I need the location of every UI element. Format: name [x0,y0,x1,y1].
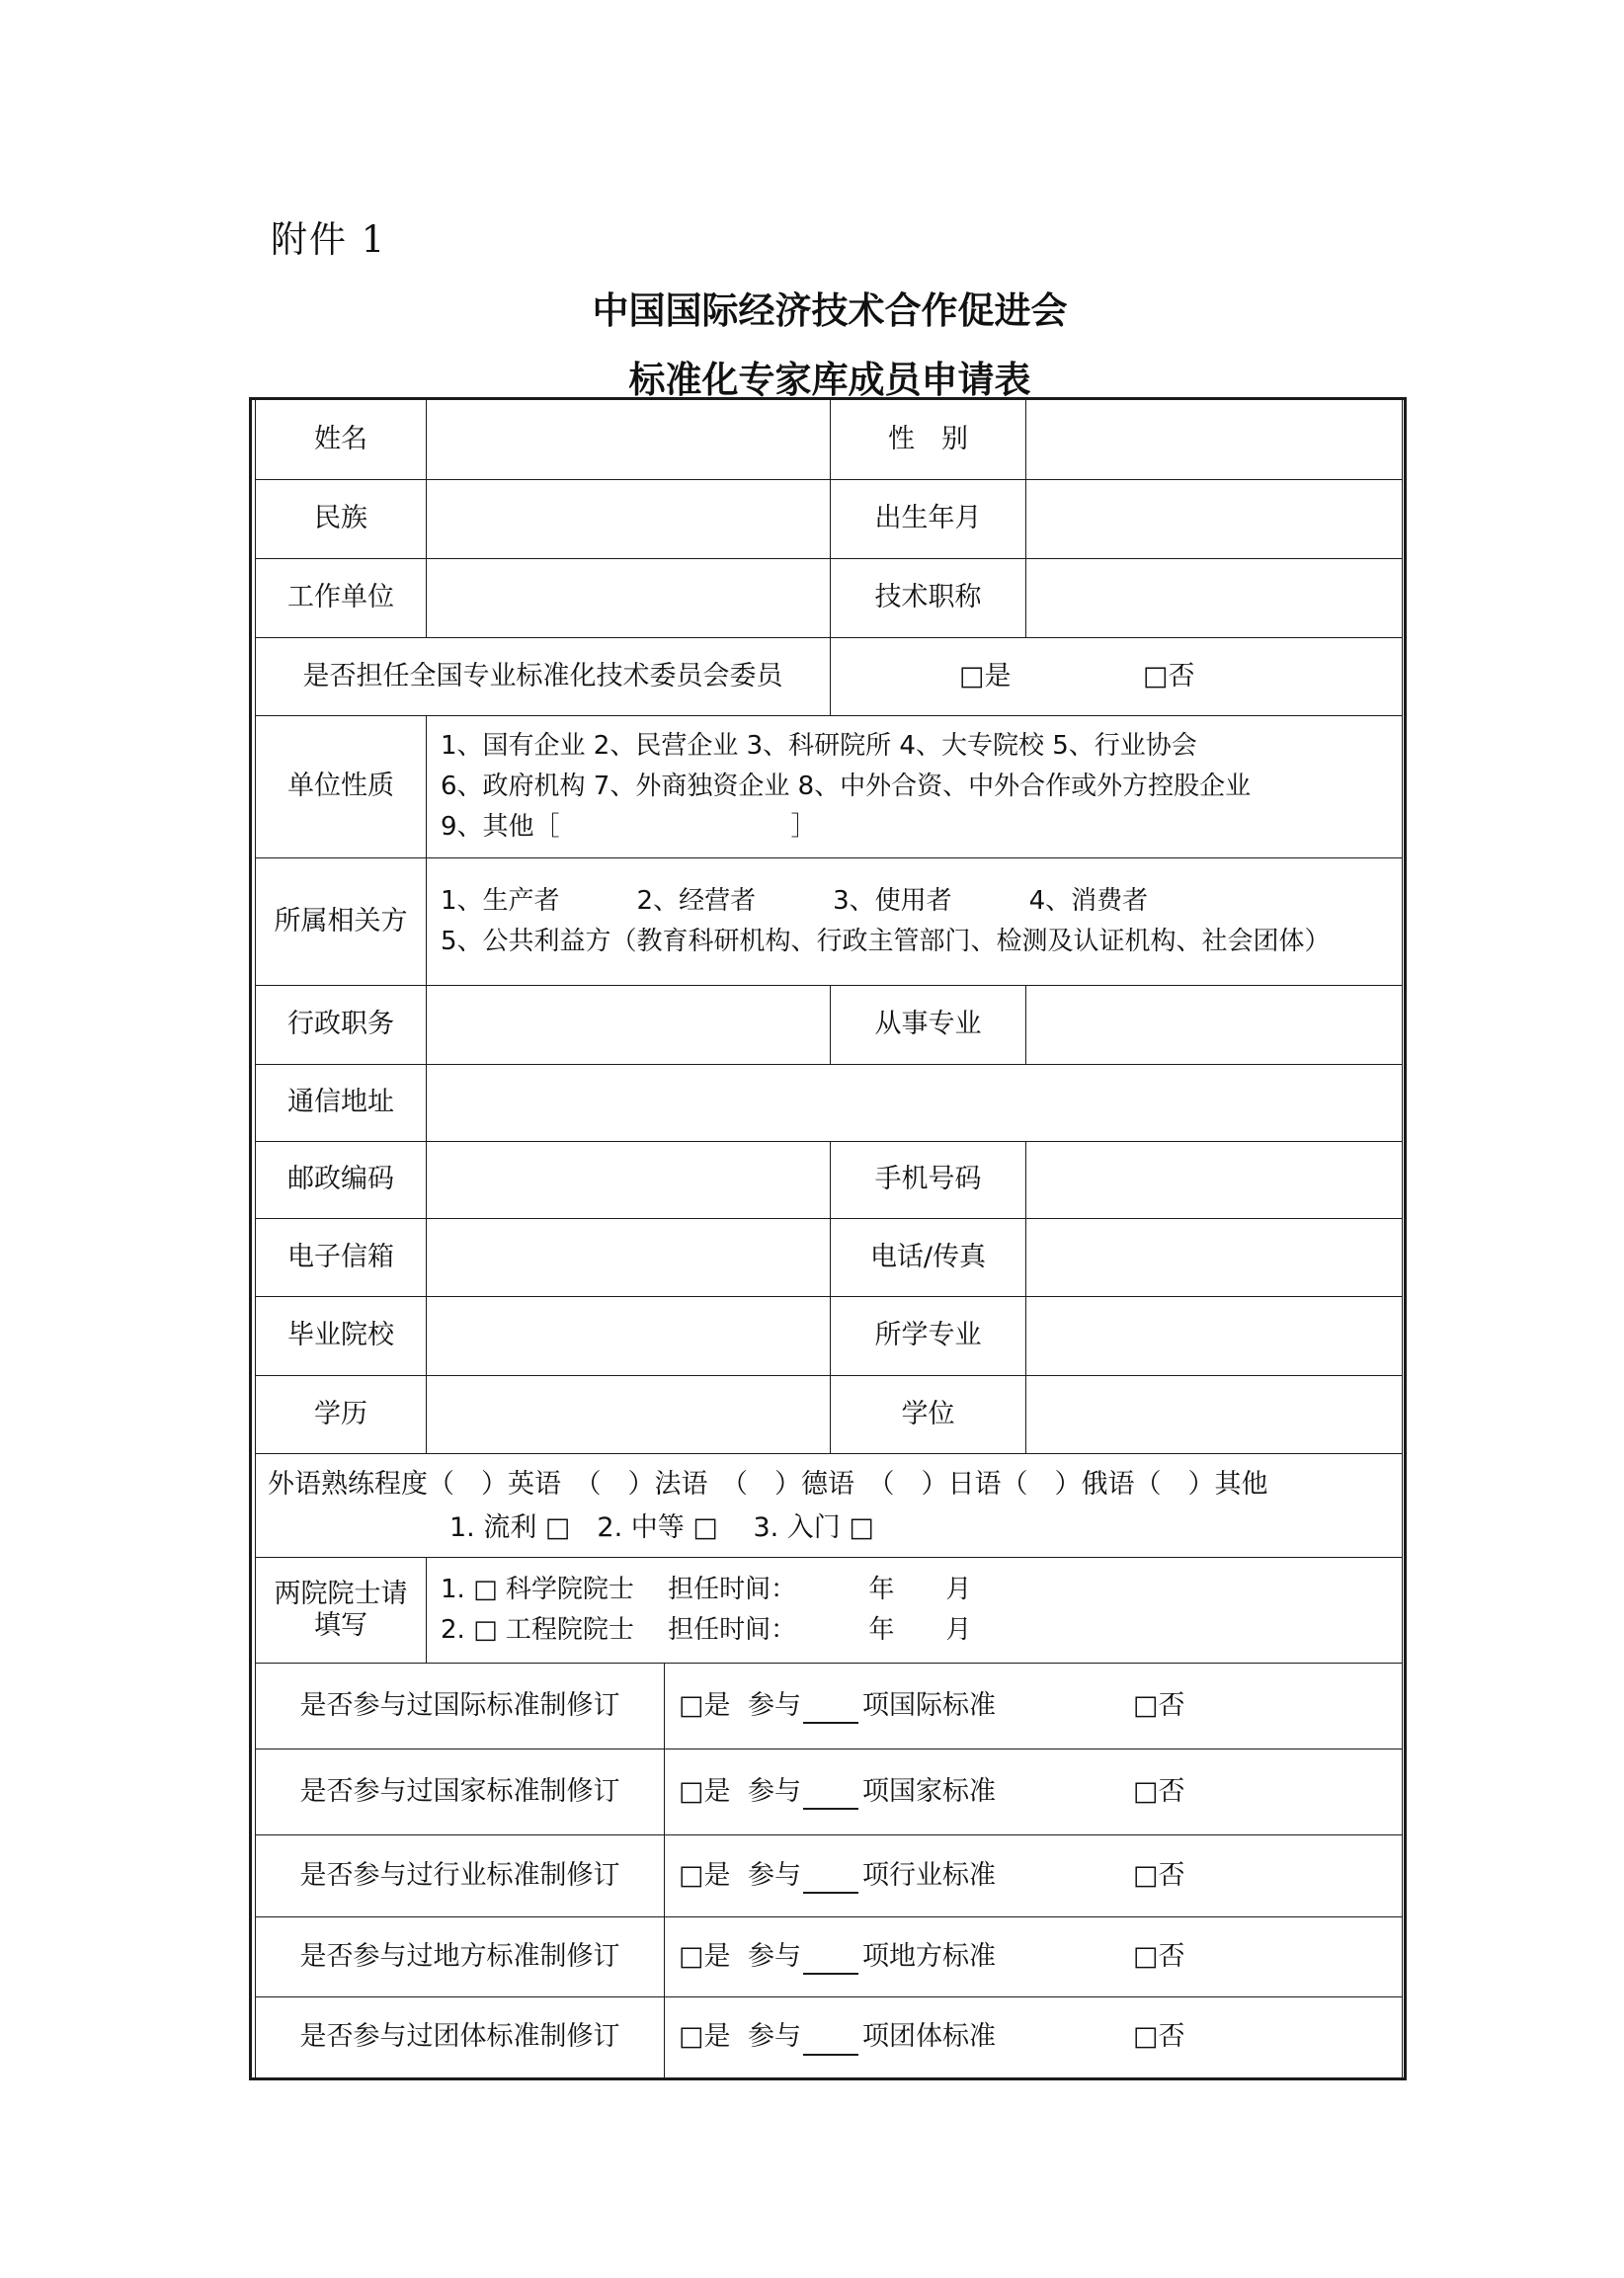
standard-question-3: 是否参与过行业标准制修订 [255,1834,665,1917]
unit-nature-line-3[interactable]: 9、其他［ ］ [441,812,817,842]
unit-nature-label: 单位性质 [255,715,427,858]
attachment-label: 附件 1 [271,218,387,261]
standard-no-checkbox[interactable]: □否 [1133,1859,1185,1891]
standard-question-2: 是否参与过国家标准制修订 [255,1749,665,1835]
committee-yes-checkbox[interactable]: □是 [959,660,1012,692]
unit-nature-line-1[interactable]: 1、国有企业 2、民营企业 3、科研院所 4、大专院校 5、行业协会 [441,731,1197,761]
standard-yes-checkbox[interactable]: □是 [679,2021,731,2053]
mobile-input[interactable] [1025,1141,1403,1219]
birth-label: 出生年月 [830,479,1026,559]
academician-label-line1: 两院院士请 [274,1578,408,1609]
standard-question-5: 是否参与过团体标准制修订 [255,1996,665,2078]
school-input[interactable] [426,1296,831,1376]
standard-type-label: 项地方标准 [862,1940,996,1972]
academician-cae-option[interactable]: 2. □ 工程院院士 担任时间： 年 月 [441,1615,972,1645]
degree-label: 学位 [830,1375,1026,1454]
phone-fax-label: 电话/传真 [830,1218,1026,1297]
employer-label: 工作单位 [255,558,427,638]
standard-type-label: 项行业标准 [862,1859,996,1891]
standard-yes-checkbox[interactable]: □是 [679,1775,731,1807]
birth-input[interactable] [1025,479,1403,559]
tech-title-input[interactable] [1025,558,1403,638]
stakeholder-line-1[interactable]: 1、生产者 2、经营者 3、使用者 4、消费者 [441,886,1149,916]
standard-answer-2 [664,1749,1403,1835]
mobile-label: 手机号码 [830,1141,1026,1219]
major-label: 所学专业 [830,1296,1026,1376]
gender-label: 性 别 [830,399,1026,480]
standard-answer-1 [664,1663,1403,1749]
form-title-line2: 标准化专家库成员申请表 [628,359,1031,401]
ethnicity-input[interactable] [426,479,831,559]
school-label: 毕业院校 [255,1296,427,1376]
tech-title-label: 技术职称 [830,558,1026,638]
admin-post-label: 行政职务 [255,985,427,1065]
specialty-label: 从事专业 [830,985,1026,1065]
standard-type-label: 项团体标准 [862,2021,996,2053]
standard-count-blank[interactable] [803,1870,858,1894]
academician-cas-option[interactable]: 1. □ 科学院院士 担任时间： 年 月 [441,1575,972,1604]
committee-options [830,637,1403,716]
standard-count-blank[interactable] [803,1951,858,1975]
committee-no-checkbox[interactable]: □否 [1143,660,1195,692]
postcode-label: 邮政编码 [255,1141,427,1219]
form-title-line1: 中国国际经济技术合作促进会 [592,289,1068,332]
standard-count-blank[interactable] [803,2032,858,2056]
unit-nature-options [426,715,1403,858]
language-row [255,1453,1403,1558]
stakeholder-line-2[interactable]: 5、公共利益方（教育科研机构、行政主管部门、检测及认证机构、社会团体） [441,927,1331,956]
standard-question-4: 是否参与过地方标准制修订 [255,1916,665,1997]
standard-count-blank[interactable] [803,1786,858,1810]
email-label: 电子信箱 [255,1218,427,1297]
address-label: 通信地址 [255,1064,427,1142]
unit-nature-line-2[interactable]: 6、政府机构 7、外商独资企业 8、中外合资、中外合作或外方控股企业 [441,772,1252,801]
standard-yes-checkbox[interactable]: □是 [679,1940,731,1972]
admin-post-input[interactable] [426,985,831,1065]
standard-no-checkbox[interactable]: □否 [1133,2021,1185,2053]
standard-answer-4 [664,1916,1403,1997]
academician-label [255,1557,427,1664]
employer-input[interactable] [426,558,831,638]
stakeholder-label: 所属相关方 [255,857,427,986]
standard-type-label: 项国家标准 [862,1775,996,1807]
standard-no-checkbox[interactable]: □否 [1133,1775,1185,1807]
academician-label-line2: 填写 [314,1610,367,1641]
education-label: 学历 [255,1375,427,1454]
standard-participate-label: 参与 [748,1689,801,1721]
education-input[interactable] [426,1375,831,1454]
major-input[interactable] [1025,1296,1403,1376]
standard-participate-label: 参与 [748,1940,801,1972]
language-options[interactable]: 外语熟练程度（ ）英语 （ ）法语 （ ）德语 （ ）日语（ ）俄语（ ）其他 [268,1469,1268,1500]
standard-yes-checkbox[interactable]: □是 [679,1859,731,1891]
standard-answer-5 [664,1996,1403,2078]
postcode-input[interactable] [426,1141,831,1219]
ethnicity-label: 民族 [255,479,427,559]
standard-type-label: 项国际标准 [862,1689,996,1721]
gender-input[interactable] [1025,399,1403,480]
standard-participate-label: 参与 [748,2021,801,2053]
committee-label: 是否担任全国专业标准化技术委员会委员 [255,637,831,716]
standard-participate-label: 参与 [748,1775,801,1807]
specialty-input[interactable] [1025,985,1403,1065]
phone-fax-input[interactable] [1025,1218,1403,1297]
stakeholder-options [426,857,1403,986]
degree-input[interactable] [1025,1375,1403,1454]
academician-options [426,1557,1403,1664]
standard-participate-label: 参与 [748,1859,801,1891]
standard-yes-checkbox[interactable]: □是 [679,1689,731,1721]
standard-no-checkbox[interactable]: □否 [1133,1689,1185,1721]
email-input[interactable] [426,1218,831,1297]
standard-count-blank[interactable] [803,1700,858,1724]
name-input[interactable] [426,399,831,480]
address-input[interactable] [426,1064,1403,1142]
language-level-options[interactable]: 1. 流利 □ 2. 中等 □ 3. 入门 □ [449,1512,874,1543]
standard-question-1: 是否参与过国际标准制修订 [255,1663,665,1749]
standard-no-checkbox[interactable]: □否 [1133,1940,1185,1972]
name-label: 姓名 [255,399,427,480]
standard-answer-3 [664,1834,1403,1917]
